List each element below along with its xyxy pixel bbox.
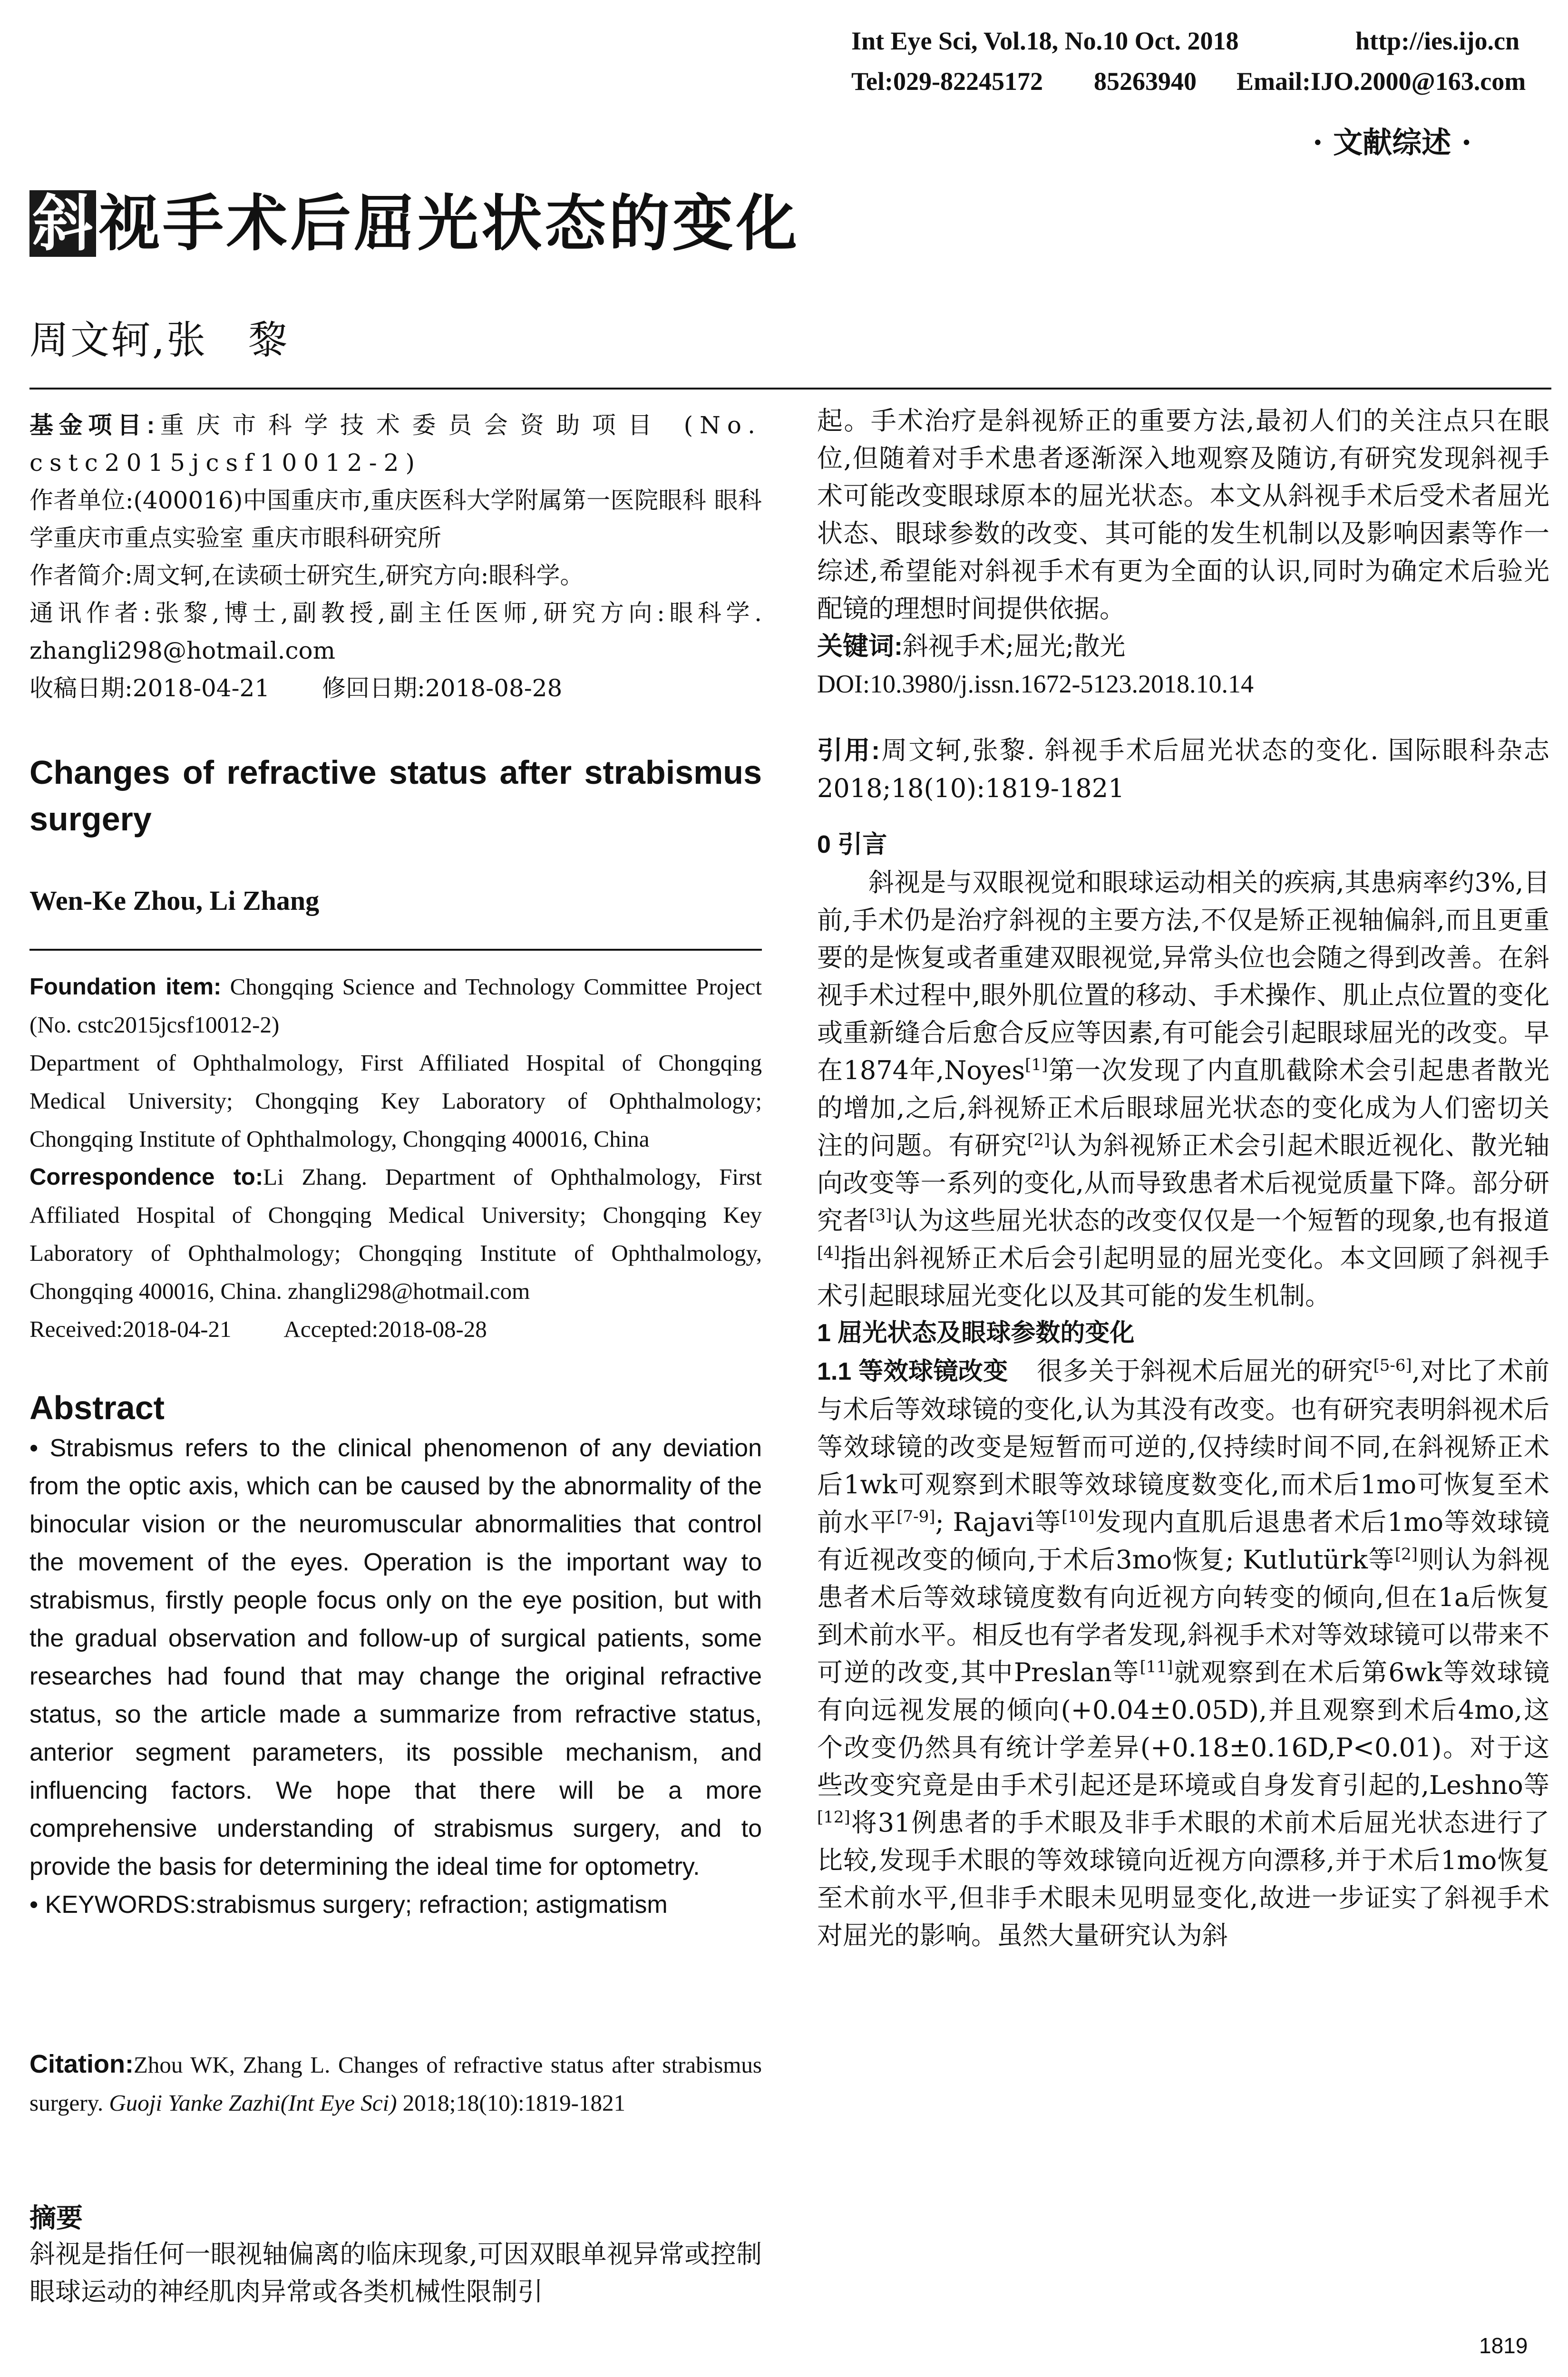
section-label: · 文献综述 · — [1313, 125, 1472, 160]
section1-heading: 1 屈光状态及眼球参数的变化 — [817, 1319, 1135, 1347]
keywords-label-cn: 关键词: — [817, 632, 903, 661]
correspondence-text-en: Li Zhang. Department of Ophthalmology, First Affiliated Hospital of Chongqing Medical University; Chongqing Key Laboratory of Ophthalmology; Chongqing Institute of Ophthalmology, Chongqing 400016, China. zhangli298@hotmail.com — [29, 1164, 762, 1304]
journal-citation-line: Int Eye Sci, Vol.18, No.10 Oct. 2018 — [851, 27, 1239, 55]
foundation-text-en: Chongqing Science and Technology Committee Project (No. cstc2015jcsf10012-2) — [29, 974, 762, 1038]
author-bio-cn: 作者简介:周文轲,在读硕士研究生,研究方向:眼科学。 — [29, 562, 584, 589]
correspondence-label-en: Correspondence to: — [29, 1164, 263, 1190]
doi: DOI:10.3980/j.issn.1672-5123.2018.10.14 — [817, 670, 1254, 698]
abstract-heading: Abstract — [29, 1389, 165, 1426]
right-column — [817, 402, 1549, 1954]
en-info-block — [29, 968, 762, 1348]
abstract-text: • Strabismus refers to the clinical phenomenon of any deviation from the optic axis, which can be caused by the abnormality of the binocular vision or the neuromuscular abnormalities that control the movement of the eyes. Operation is the important way to strabismus, firstly people focus only on the eye position, but with the gradual observation and follow-up of surgical patients, some researches had found that may change the original refractive status, so the article made a summarize from refractive status, anterior segment parameters, its possible mechanism, and influencing factors. We hope that there will be a more comprehensive understanding of strabismus surgery, and to provide the basis for determining the ideal time for optometry. — [29, 1434, 762, 1880]
citation-text-after: 2018;18(10):1819-1821 — [397, 2090, 625, 2116]
english-authors: Wen-Ke Zhou, Li Zhang — [29, 885, 320, 916]
journal-tel: Tel:029-82245172 — [851, 67, 1043, 96]
keywords-cn: 斜视手术;屈光;散光 — [902, 631, 1126, 661]
cn-abstract-text-right: 起。手术治疗是斜视矫正的重要方法,最初人们的关注点只在眼位,但随着对手术患者逐渐深入地观察及随访,有研究发现斜视手术可能改变眼球原本的屈光状态。本文从斜视手术后受术者屈光状态、眼球参数的改变、其可能的发生机制以及影响因素等作一综述,希望能对斜视手术有更为全面的认识,同时为确定术后验光配镜的理想时间提供依据。 — [817, 406, 1549, 623]
intro-heading: 0 引言 — [817, 831, 887, 858]
received-cn: 收稿日期:2018-04-21 — [29, 674, 270, 702]
top-rule — [29, 388, 1551, 390]
accepted-en: Accepted:2018-08-28 — [283, 1316, 487, 1342]
title-rest: 视手术后屈光状态的变化 — [99, 188, 800, 259]
subsection-heading: 1.1 等效球镜改变 — [817, 1358, 1008, 1385]
affiliation-cn: 作者单位:(400016)中国重庆市,重庆医科大学附属第一医院眼科 眼科学重庆市重点实验室 重庆市眼科研究所 — [29, 487, 762, 552]
foundation-label-cn: 基金项目: — [29, 412, 155, 438]
abstract-keywords: • KEYWORDS:strabismus surgery; refraction; astigmatism — [29, 1891, 668, 1919]
citation-journal: Guoji Yanke Zazhi(Int Eye Sci) — [109, 2090, 397, 2116]
journal-tel2: 85263940 — [1094, 67, 1197, 96]
journal-url: http://ies.ijo.cn — [1355, 27, 1519, 55]
section1-paragraph: 1.1 等效球镜改变 很多关于斜视术后屈光的研究[5-6],对比了术前与术后等效球镜的变化,认为其没有改变。也有研究表明斜视术后等效球镜的改变是短暂而可逆的,仅持续时间不同,在斜视矫正术后1wk可观察到术眼等效球镜度数变化,而术后1mo可恢复至术前水平[7-9]; Rajavi等[10]发现内直肌后退患者术后1mo等效球镜有近视改变的倾向,于术后3mo恢复; Kutlutürk等[2]则认为斜视患者术后等效球镜度数有向近视方向转变的倾向,但在1a后恢复到术前水平。相反也有学者发现,斜视手术对等效球镜可以带来不可逆的改变,其中Preslan等[11]就观察到在术后第6wk等效球镜有向远视发展的倾向(+0.04±0.05D),并且观察到术后4mo,这个改变仍然具有统计学差异(+0.18±0.16D,P<0.01)。对于这些改变究竟是由手术引起还是环境或自身发育引起的,Leshno等[12]将31例患者的手术眼及非手术眼的术前术后屈光状态进行了比较,发现手术眼的等效球镜向近视方向漂移,并于术后1mo恢复至术前水平,但非手术眼未见明显变化,故进一步证实了斜视手术对屈光的影响。虽然大量研究认为斜 — [817, 1356, 1550, 1950]
english-title: Changes of refractive status after strabismus surgery — [29, 754, 762, 838]
intro-paragraph: 斜视是与双眼视觉和眼球运动相关的疾病,其患病率约3%,目前,手术仍是治疗斜视的主要方法,不仅是矫正视轴偏斜,而且更重要的是恢复或者重建双眼视觉,异常头位也会随之得到改善。在斜视手术过程中,眼外肌位置的移动、手术操作、肌止点位置的变化或重新缝合后愈合反应等因素,有可能会引起眼球屈光的改变。早在1874年,Noyes[1]第一次发现了内直肌截除术会引起患者散光的增加,之后,斜视矫正术后眼球屈光状态的变化成为人们密切关注的问题。有研究[2]认为斜视矫正术会引起术眼近视化、散光轴向改变等一系列的变化,从而导致患者术后视觉质量下降。部分研究者[3]认为这些屈光状态的改变仅仅是一个短暂的现象,也有报道[4]指出斜视矫正术后会引起明显的屈光变化。本文回顾了斜视手术引起眼球屈光变化以及其可能的发生机制。 — [817, 867, 1550, 1311]
journal-email: Email:IJO.2000@163.com — [1237, 67, 1526, 96]
title-first-char: 斜 — [29, 190, 96, 257]
english-rule — [29, 949, 762, 951]
correspondence-cn: 通讯作者:张黎,博士,副教授,副主任医师,研究方向:眼科学. zhangli298@hotmail.com — [29, 599, 762, 664]
cn-abstract-heading: 摘要 — [29, 2203, 83, 2233]
article-title — [29, 190, 800, 257]
revised-cn: 修回日期:2018-08-28 — [322, 674, 563, 702]
abstract-body — [29, 1429, 762, 1924]
citation-block — [29, 2045, 762, 2122]
received-en: Received:2018-04-21 — [29, 1316, 232, 1342]
cn-citation-text: 周文轲,张黎. 斜视手术后屈光状态的变化. 国际眼科杂志 2018;18(10):1819-1821 — [817, 735, 1549, 803]
authors-cn: 周文轲,张 黎 — [29, 318, 290, 363]
department-en: Department of Ophthalmology, First Affiliated Hospital of Chongqing Medical University; Chongqing Key Laboratory of Ophthalmology; Chongqing Institute of Ophthalmology, Chongqing 400016, China — [29, 1050, 762, 1152]
citation-text: Zhou WK, Zhang L. Changes of refractive status after strabismus surgery. — [29, 2052, 762, 2116]
page-number: 1819 — [1479, 2333, 1528, 2358]
cn-abstract-left — [29, 2235, 762, 2310]
cn-abstract-text-left: 斜视是指任何一眼视轴偏离的临床现象,可因双眼单视异常或控制眼球运动的神经肌肉异常或各类机械性限制引 — [29, 2239, 762, 2307]
cn-citation-label: 引用: — [817, 736, 880, 765]
cn-info-block — [29, 407, 762, 707]
foundation-label-en: Foundation item: — [29, 974, 222, 1000]
foundation-text-cn: 重庆市科学技术委员会资助项目 (No. cstc2015jcsf10012-2) — [29, 411, 762, 477]
citation-label: Citation: — [29, 2050, 134, 2078]
